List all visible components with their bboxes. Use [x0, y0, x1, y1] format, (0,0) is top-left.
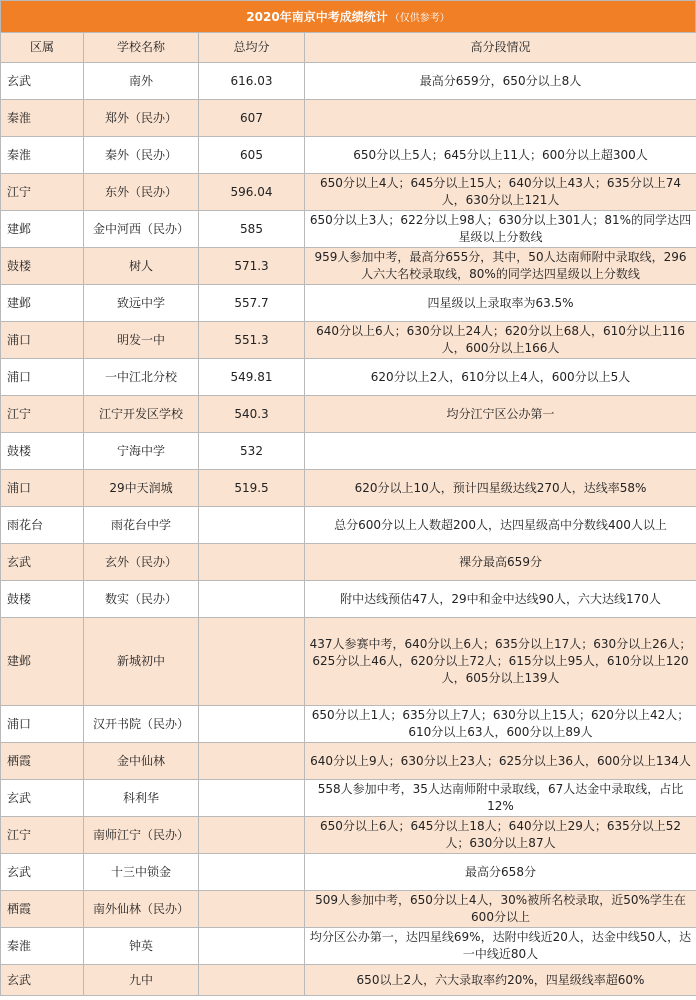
cell-district: 玄武 — [1, 965, 84, 996]
table-row — [1, 780, 696, 817]
cell-school: 郑外（民办） — [84, 100, 199, 137]
table-row — [1, 285, 696, 322]
cell-average: 616.03 — [199, 63, 305, 100]
cell-school: 致远中学 — [84, 285, 199, 322]
column-header-average: 总均分 — [199, 33, 305, 63]
cell-detail: 均分江宁区公办第一 — [305, 396, 696, 433]
cell-school: 南外 — [84, 63, 199, 100]
cell-detail: 四星级以上录取率为63.5% — [305, 285, 696, 322]
cell-detail: 640分以上6人；630分以上24人；620分以上68人，610分以上116人，600分以上166人 — [305, 322, 696, 359]
column-header-school: 学校名称 — [84, 33, 199, 63]
table-row — [1, 507, 696, 544]
cell-average — [199, 891, 305, 928]
cell-average — [199, 854, 305, 891]
cell-school: 钟英 — [84, 928, 199, 965]
cell-average — [199, 780, 305, 817]
column-header-detail: 高分段情况 — [305, 33, 696, 63]
cell-detail: 裸分最高659分 — [305, 544, 696, 581]
cell-average: 596.04 — [199, 174, 305, 211]
cell-detail: 最高分659分，650分以上8人 — [305, 63, 696, 100]
cell-school: 东外（民办） — [84, 174, 199, 211]
cell-district: 江宁 — [1, 396, 84, 433]
table-row — [1, 174, 696, 211]
cell-average — [199, 507, 305, 544]
cell-average: 540.3 — [199, 396, 305, 433]
table-row — [1, 854, 696, 891]
cell-district: 栖霞 — [1, 891, 84, 928]
cell-school: 九中 — [84, 965, 199, 996]
cell-detail — [305, 100, 696, 137]
cell-average — [199, 817, 305, 854]
cell-school: 一中江北分校 — [84, 359, 199, 396]
cell-average: 557.7 — [199, 285, 305, 322]
cell-average — [199, 618, 305, 706]
table-row — [1, 322, 696, 359]
table-row — [1, 433, 696, 470]
cell-detail: 650分以上6人；645分以上18人；640分以上29人；635分以上52人；630分以上87人 — [305, 817, 696, 854]
cell-school: 雨花台中学 — [84, 507, 199, 544]
table-row — [1, 581, 696, 618]
cell-detail: 650分以上4人；645分以上15人；640分以上43人；635分以上74人，630分以上121人 — [305, 174, 696, 211]
table-title-bar — [0, 0, 696, 32]
cell-detail: 650分以上5人；645分以上11人；600分以上超300人 — [305, 137, 696, 174]
cell-school: 金中仙林 — [84, 743, 199, 780]
cell-detail: 总分600分以上人数超200人，达四星级高中分数线400人以上 — [305, 507, 696, 544]
table-title: 2020年南京中考成绩统计 — [246, 10, 388, 24]
cell-school: 金中河西（民办） — [84, 211, 199, 248]
cell-detail: 650分以上1人；635分以上7人；630分以上15人；620分以上42人；610分以上63人，600分以上89人 — [305, 706, 696, 743]
table-row — [1, 891, 696, 928]
cell-district: 玄武 — [1, 780, 84, 817]
cell-school: 29中天润城 — [84, 470, 199, 507]
cell-school: 玄外（民办） — [84, 544, 199, 581]
cell-district: 秦淮 — [1, 100, 84, 137]
cell-detail: 650分以上3人；622分以上98人；630分以上301人；81%的同学达四星级以上分数线 — [305, 211, 696, 248]
cell-detail — [305, 433, 696, 470]
cell-school: 南外仙林（民办） — [84, 891, 199, 928]
cell-detail: 附中达线预估47人，29中和金中达线90人，六大达线170人 — [305, 581, 696, 618]
cell-average — [199, 743, 305, 780]
cell-detail: 640分以上9人；630分以上23人；625分以上36人，600分以上134人 — [305, 743, 696, 780]
cell-district: 浦口 — [1, 359, 84, 396]
cell-average — [199, 928, 305, 965]
table-row — [1, 63, 696, 100]
table-row — [1, 396, 696, 433]
cell-average: 585 — [199, 211, 305, 248]
cell-district: 建邺 — [1, 211, 84, 248]
column-header-district: 区属 — [1, 33, 84, 63]
table-row — [1, 248, 696, 285]
table-row — [1, 211, 696, 248]
cell-district: 浦口 — [1, 322, 84, 359]
cell-district: 玄武 — [1, 544, 84, 581]
cell-school: 江宁开发区学校 — [84, 396, 199, 433]
table-row — [1, 743, 696, 780]
cell-average: 607 — [199, 100, 305, 137]
cell-district: 秦淮 — [1, 928, 84, 965]
table-row — [1, 100, 696, 137]
cell-school: 树人 — [84, 248, 199, 285]
cell-district: 江宁 — [1, 817, 84, 854]
table-row — [1, 618, 696, 706]
cell-average — [199, 581, 305, 618]
cell-district: 建邺 — [1, 285, 84, 322]
cell-district: 栖霞 — [1, 743, 84, 780]
table-row — [1, 817, 696, 854]
cell-detail: 620分以上2人，610分以上4人，600分以上5人 — [305, 359, 696, 396]
cell-average: 519.5 — [199, 470, 305, 507]
table-row — [1, 137, 696, 174]
cell-school: 秦外（民办） — [84, 137, 199, 174]
table-row — [1, 928, 696, 965]
table-row — [1, 359, 696, 396]
cell-detail: 959人参加中考，最高分655分，其中，50人达南师附中录取线，296人六大名校录取线，80%的同学达四星级以上分数线 — [305, 248, 696, 285]
cell-average: 571.3 — [199, 248, 305, 285]
cell-school: 宁海中学 — [84, 433, 199, 470]
cell-average — [199, 544, 305, 581]
cell-detail: 620分以上10人，预计四星级达线270人，达线率58% — [305, 470, 696, 507]
cell-district: 玄武 — [1, 854, 84, 891]
cell-detail: 均分区公办第一，达四星线69%，达附中线近20人，达金中线50人，达一中线近80人 — [305, 928, 696, 965]
cell-average: 549.81 — [199, 359, 305, 396]
cell-average — [199, 965, 305, 996]
cell-district: 鼓楼 — [1, 581, 84, 618]
cell-school: 汉开书院（民办） — [84, 706, 199, 743]
cell-detail: 558人参加中考，35人达南师附中录取线，67人达金中录取线，占比12% — [305, 780, 696, 817]
cell-detail: 650以上2人，六大录取率约20%，四星级线率超60% — [305, 965, 696, 996]
cell-district: 浦口 — [1, 706, 84, 743]
cell-district: 鼓楼 — [1, 433, 84, 470]
table-row — [1, 470, 696, 507]
cell-school: 南师江宁（民办） — [84, 817, 199, 854]
table-title-note: （仅供参考） — [389, 13, 450, 24]
cell-detail: 最高分658分 — [305, 854, 696, 891]
table-row — [1, 544, 696, 581]
cell-district: 秦淮 — [1, 137, 84, 174]
cell-average: 532 — [199, 433, 305, 470]
table-row — [1, 706, 696, 743]
cell-average: 551.3 — [199, 322, 305, 359]
table-header-row — [1, 33, 696, 63]
cell-district: 江宁 — [1, 174, 84, 211]
cell-school: 数实（民办） — [84, 581, 199, 618]
cell-average: 605 — [199, 137, 305, 174]
cell-district: 玄武 — [1, 63, 84, 100]
cell-detail: 509人参加中考，650分以上4人，30%被所名校录取，近50%学生在600分以上 — [305, 891, 696, 928]
score-table — [0, 32, 696, 996]
table-row — [1, 965, 696, 996]
cell-school: 明发一中 — [84, 322, 199, 359]
cell-detail: 437人参赛中考，640分以上6人；635分以上17人；630分以上26人；625分以上46人，620分以上72人；615分以上95人，610分以上120人，605分以上139人 — [305, 618, 696, 706]
cell-school: 新城初中 — [84, 618, 199, 706]
cell-district: 鼓楼 — [1, 248, 84, 285]
cell-average — [199, 706, 305, 743]
cell-school: 十三中锁金 — [84, 854, 199, 891]
cell-district: 建邺 — [1, 618, 84, 706]
cell-district: 雨花台 — [1, 507, 84, 544]
cell-district: 浦口 — [1, 470, 84, 507]
cell-school: 科利华 — [84, 780, 199, 817]
